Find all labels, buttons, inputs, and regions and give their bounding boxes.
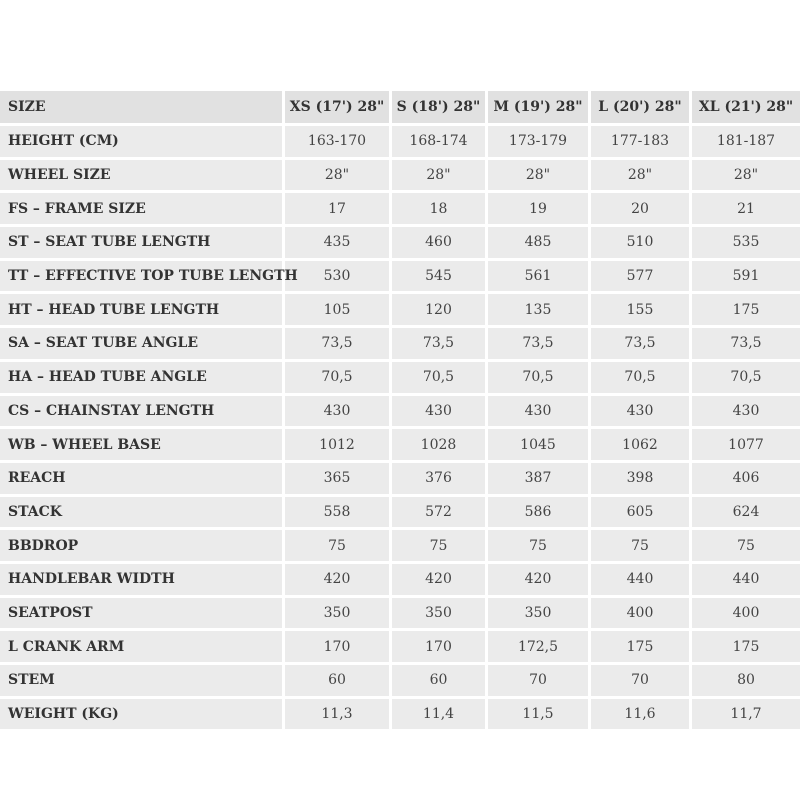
row-label: SA – SEAT TUBE ANGLE [0, 328, 282, 359]
row-value: 17 [282, 193, 389, 224]
row-value: 73,5 [389, 328, 485, 359]
row-value: 430 [485, 396, 588, 427]
row-label: HA – HEAD TUBE ANGLE [0, 362, 282, 393]
table-row [0, 665, 800, 696]
row-label: STEM [0, 665, 282, 696]
header-xs: XS (17') 28" [282, 91, 389, 123]
row-label: HEIGHT (CM) [0, 126, 282, 157]
row-value: 70,5 [485, 362, 588, 393]
row-value: 28" [689, 160, 800, 191]
row-value: 440 [689, 564, 800, 595]
row-value: 80 [689, 665, 800, 696]
row-value: 350 [282, 598, 389, 629]
row-value: 28" [588, 160, 689, 191]
row-value: 20 [588, 193, 689, 224]
row-label: L CRANK ARM [0, 631, 282, 662]
row-value: 376 [389, 463, 485, 494]
row-value: 365 [282, 463, 389, 494]
row-value: 175 [689, 631, 800, 662]
row-value: 28" [389, 160, 485, 191]
row-value: 605 [588, 497, 689, 528]
row-label: FS – FRAME SIZE [0, 193, 282, 224]
row-value: 70 [485, 665, 588, 696]
row-value: 70,5 [588, 362, 689, 393]
row-label: WHEEL SIZE [0, 160, 282, 191]
row-value: 430 [389, 396, 485, 427]
row-value: 1012 [282, 429, 389, 460]
row-value: 545 [389, 261, 485, 292]
row-value: 21 [689, 193, 800, 224]
row-value: 430 [588, 396, 689, 427]
row-label: CS – CHAINSTAY LENGTH [0, 396, 282, 427]
row-value: 400 [689, 598, 800, 629]
row-value: 420 [389, 564, 485, 595]
row-value: 624 [689, 497, 800, 528]
row-value: 530 [282, 261, 389, 292]
row-value: 398 [588, 463, 689, 494]
row-value: 73,5 [689, 328, 800, 359]
row-label: HANDLEBAR WIDTH [0, 564, 282, 595]
row-value: 420 [485, 564, 588, 595]
row-value: 73,5 [588, 328, 689, 359]
table-row [0, 631, 800, 662]
row-value: 170 [282, 631, 389, 662]
row-value: 60 [389, 665, 485, 696]
row-value: 535 [689, 227, 800, 258]
table-row [0, 328, 800, 359]
row-label: REACH [0, 463, 282, 494]
row-value: 170 [389, 631, 485, 662]
row-value: 168-174 [389, 126, 485, 157]
row-label: WB – WHEEL BASE [0, 429, 282, 460]
row-value: 435 [282, 227, 389, 258]
row-value: 1062 [588, 429, 689, 460]
row-value: 135 [485, 294, 588, 325]
row-value: 406 [689, 463, 800, 494]
row-value: 1028 [389, 429, 485, 460]
row-value: 105 [282, 294, 389, 325]
geometry-table [0, 88, 800, 732]
row-value: 70,5 [282, 362, 389, 393]
row-value: 11,5 [485, 699, 588, 730]
table-row [0, 261, 800, 292]
row-value: 11,6 [588, 699, 689, 730]
header-size: SIZE [0, 91, 282, 123]
row-value: 591 [689, 261, 800, 292]
row-value: 173-179 [485, 126, 588, 157]
row-value: 163-170 [282, 126, 389, 157]
row-value: 586 [485, 497, 588, 528]
row-value: 1077 [689, 429, 800, 460]
row-value: 440 [588, 564, 689, 595]
row-value: 75 [389, 530, 485, 561]
row-value: 18 [389, 193, 485, 224]
table-header-row [0, 91, 800, 123]
row-value: 75 [485, 530, 588, 561]
row-value: 561 [485, 261, 588, 292]
table-row [0, 463, 800, 494]
table-row [0, 294, 800, 325]
table-row [0, 598, 800, 629]
row-value: 11,7 [689, 699, 800, 730]
row-label: ST – SEAT TUBE LENGTH [0, 227, 282, 258]
row-value: 400 [588, 598, 689, 629]
row-value: 430 [282, 396, 389, 427]
table-row [0, 429, 800, 460]
row-label: STACK [0, 497, 282, 528]
table-row [0, 699, 800, 730]
row-value: 485 [485, 227, 588, 258]
table-row [0, 126, 800, 157]
table-row [0, 396, 800, 427]
row-value: 120 [389, 294, 485, 325]
row-value: 155 [588, 294, 689, 325]
table-row [0, 497, 800, 528]
row-value: 172,5 [485, 631, 588, 662]
row-value: 510 [588, 227, 689, 258]
row-value: 387 [485, 463, 588, 494]
row-value: 60 [282, 665, 389, 696]
row-value: 28" [485, 160, 588, 191]
row-value: 175 [689, 294, 800, 325]
row-value: 430 [689, 396, 800, 427]
row-value: 350 [485, 598, 588, 629]
row-value: 75 [588, 530, 689, 561]
row-value: 558 [282, 497, 389, 528]
row-value: 11,4 [389, 699, 485, 730]
row-value: 175 [588, 631, 689, 662]
row-value: 350 [389, 598, 485, 629]
table-row [0, 362, 800, 393]
row-value: 73,5 [485, 328, 588, 359]
row-label: HT – HEAD TUBE LENGTH [0, 294, 282, 325]
table-row [0, 530, 800, 561]
header-m: M (19') 28" [485, 91, 588, 123]
row-value: 19 [485, 193, 588, 224]
row-value: 177-183 [588, 126, 689, 157]
row-label: BBDROP [0, 530, 282, 561]
row-value: 28" [282, 160, 389, 191]
row-value: 75 [282, 530, 389, 561]
row-value: 73,5 [282, 328, 389, 359]
row-value: 70,5 [689, 362, 800, 393]
row-value: 572 [389, 497, 485, 528]
table-row [0, 160, 800, 191]
row-value: 70 [588, 665, 689, 696]
row-value: 460 [389, 227, 485, 258]
row-label: TT – EFFECTIVE TOP TUBE LENGTH [0, 261, 282, 292]
header-l: L (20') 28" [588, 91, 689, 123]
row-value: 70,5 [389, 362, 485, 393]
table-body [0, 126, 800, 729]
row-label: WEIGHT (KG) [0, 699, 282, 730]
row-value: 1045 [485, 429, 588, 460]
row-value: 577 [588, 261, 689, 292]
row-label: SEATPOST [0, 598, 282, 629]
table-row [0, 193, 800, 224]
row-value: 75 [689, 530, 800, 561]
row-value: 11,3 [282, 699, 389, 730]
header-xl: XL (21') 28" [689, 91, 800, 123]
row-value: 420 [282, 564, 389, 595]
table-row [0, 564, 800, 595]
row-value: 181-187 [689, 126, 800, 157]
table-row [0, 227, 800, 258]
header-s: S (18') 28" [389, 91, 485, 123]
